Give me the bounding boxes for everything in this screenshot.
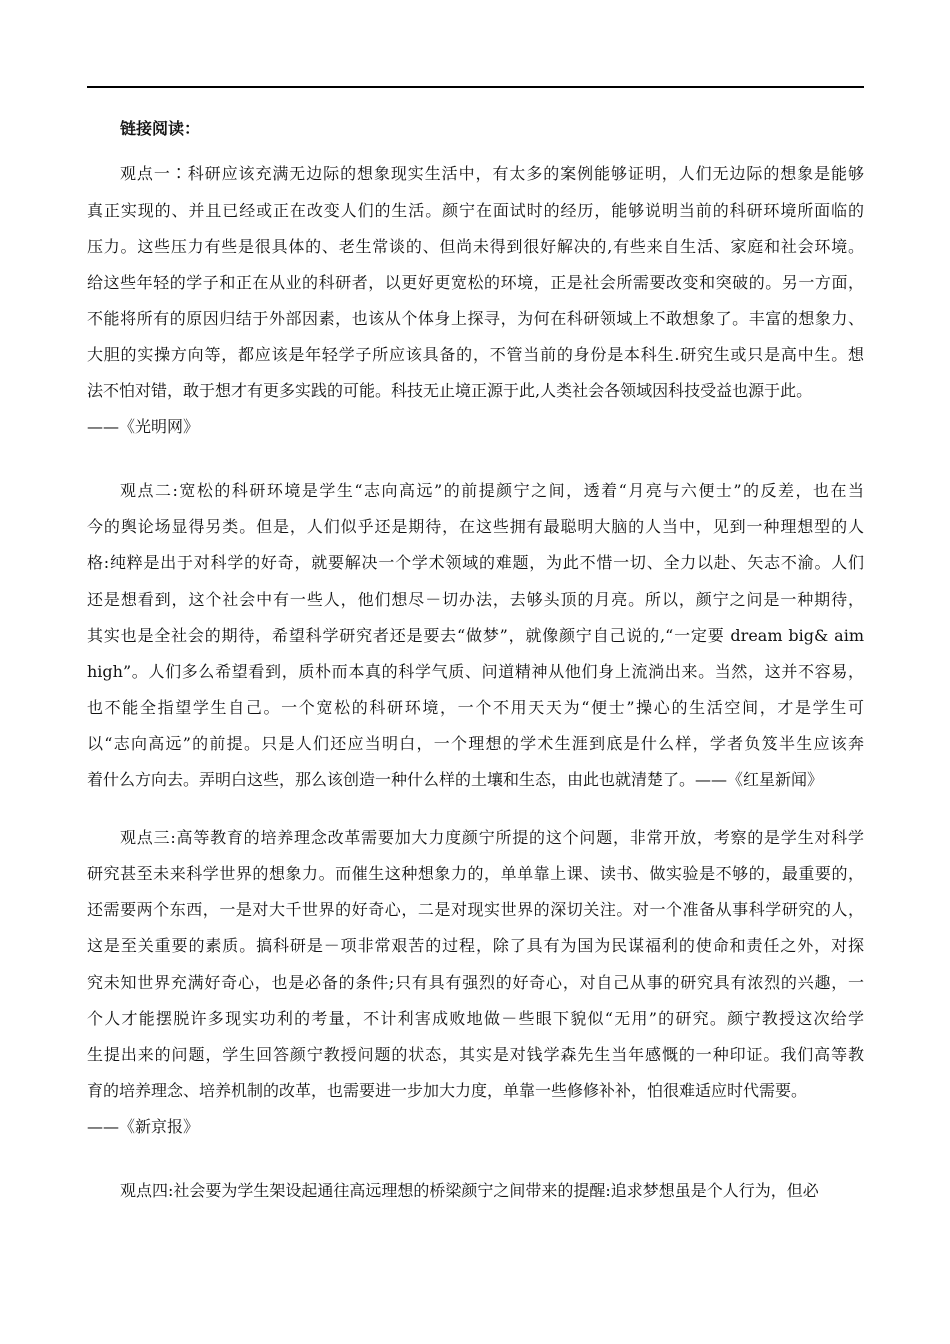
text-line: 大胆的实操方向等，都应该是年轻学子所应该具备的，不管当前的身份是本科生.研究生或只是高中生。想 xyxy=(87,345,864,364)
text-line: 观点二:宽松的科研环境是学生“志向高远”的前提颜宁之间，透着“月亮与六便士”的反差，也在当 xyxy=(120,481,864,500)
text-line: 育的培养理念、培养机制的改革，也需要进一步加大力度，单靠一些修修补补，怕很难适应时代需要。 xyxy=(87,1081,808,1100)
text-line: 其实也是全社会的期待，希望科学研究者还是要去“做梦”，就像颜宁自己说的,“一定要 dream big& aim xyxy=(87,626,864,645)
section-heading: 链接阅读： xyxy=(120,119,201,138)
text-line: 观点四:社会要为学生架设起通往高远理想的桥梁颜宁之间带来的提醒:追求梦想虽是个人行为，但必 xyxy=(120,1181,819,1200)
text-line: 法不怕对错，敢于想才有更多实践的可能。科技无止境正源于此,人类社会各领域因科技受益也源于此。 xyxy=(87,381,813,400)
text-line: 着什么方向去。弄明白这些，那么该创造一种什么样的土壤和生态，由此也就清楚了。——《红星新闻》 xyxy=(87,770,824,789)
text-line: 究未知世界充满好奇心，也是必备的条件;只有具有强烈的好奇心，对自己从事的研究具有浓烈的兴趣，一 xyxy=(87,973,864,992)
text-line: 观点一∶科研应该充满无边际的想象现实生活中，有太多的案例能够证明，人们无边际的想象是能够 xyxy=(120,164,864,183)
text-line: 真正实现的、并且已经或正在改变人们的生活。颜宁在面试时的经历，能够说明当前的科研环境所面临的 xyxy=(87,201,864,220)
text-line: 格:纯粹是出于对科学的好奇，就要解决一个学术领域的难题，为此不惜一切、全力以赴、矢志不渝。人们 xyxy=(87,553,864,572)
text-line: 生提出来的问题，学生回答颜宁教授问题的状态，其实是对钱学森先生当年感慨的一种印证。我们高等教 xyxy=(87,1045,864,1064)
text-line: 压力。这些压力有些是很具体的、老生常谈的、但尚未得到很好解决的,有些来自生活、家庭和社会环境。 xyxy=(87,237,864,256)
text-line: 给这些年轻的学子和正在从业的科研者，以更好更宽松的环境，正是社会所需要改变和突破的。另一方面， xyxy=(87,273,864,292)
text-line: 不能将所有的原因归结于外部因素，也该从个体身上探寻，为何在科研领域上不敢想象了。丰富的想象力、 xyxy=(87,309,864,328)
text-line: 也不能全指望学生自己。一个宽松的科研环境，一个不用天天为“便士”操心的生活空间，才是学生可 xyxy=(87,698,864,717)
text-line: 研究甚至未来科学世界的想象力。而催生这种想象力的，单单靠上课、读书、做实验是不够的，最重要的， xyxy=(87,864,864,883)
header-rule xyxy=(87,86,864,88)
text-line: 还是想看到，这个社会中有一些人，他们想尽－切办法，去够头顶的月亮。所以，颜宁之问是一种期待， xyxy=(87,590,864,609)
source-citation: ——《新京报》 xyxy=(87,1117,200,1136)
text-line: high”。人们多么希望看到，质朴而本真的科学气质、问道精神从他们身上流淌出来。当然，这并不容易， xyxy=(87,662,864,681)
text-line: 个人才能摆脱许多现实功利的考量，不计利害成败地做－些眼下貌似“无用”的研究。颜宁教授这次给学 xyxy=(87,1009,864,1028)
text-line: 这是至关重要的素质。搞科研是－项非常艰苦的过程，除了具有为国为民谋福利的使命和责任之外，对探 xyxy=(87,936,864,955)
text-line: 今的舆论场显得另类。但是，人们似乎还是期待，在这些拥有最聪明大脑的人当中，见到一种理想型的人 xyxy=(87,517,864,536)
text-line: 还需要两个东西，一是对大千世界的好奇心，二是对现实世界的深切关注。对一个准备从事科学研究的人， xyxy=(87,900,864,919)
text-line: 以“志向高远”的前提。只是人们还应当明白，一个理想的学术生涯到底是什么样，学者负笈半生应该奔 xyxy=(87,734,864,753)
text-line: 观点三:高等教育的培养理念改革需要加大力度颜宁所提的这个问题，非常开放，考察的是学生对科学 xyxy=(120,828,864,847)
source-citation: ——《光明网》 xyxy=(87,417,200,436)
